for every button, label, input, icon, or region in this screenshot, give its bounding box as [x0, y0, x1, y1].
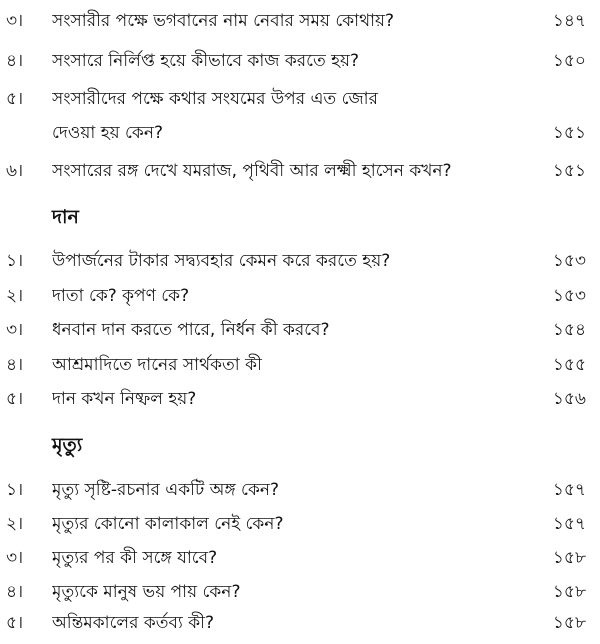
toc-entry — [0, 84, 600, 114]
entry-page: ১৫৬ — [552, 389, 586, 409]
entry-page: ১৫৮ — [552, 582, 586, 602]
entry-title: দান কখন নিষ্ফল হয়? — [52, 389, 197, 409]
entry-title: সংসারীদের পক্ষে কথার সংযমের উপর এত জোর — [52, 89, 378, 109]
toc-entry — [0, 246, 600, 276]
entry-number: ৩। — [6, 548, 24, 568]
entry-title-continued: দেওয়া হয় কেন? — [52, 123, 163, 143]
toc-entry — [0, 608, 600, 638]
entry-number: ১। — [6, 251, 24, 271]
entry-number: ৪। — [6, 582, 24, 602]
toc-entry — [0, 315, 600, 345]
entry-title: মৃত্যু সৃষ্টি-রচনার একটি অঙ্গ কেন? — [52, 480, 280, 500]
entry-number: ৬। — [6, 161, 24, 181]
entry-page: ১৫০ — [552, 51, 586, 71]
toc-entry — [0, 281, 600, 311]
section-heading: দান — [52, 206, 79, 228]
toc-entry — [0, 156, 600, 186]
entry-page: ১৫৪ — [552, 320, 586, 340]
entry-title: মৃত্যুর পর কী সঙ্গে যাবে? — [52, 548, 218, 568]
entry-number: ১। — [6, 480, 24, 500]
entry-number: ৪। — [6, 355, 24, 375]
entry-page: ১৫১ — [552, 123, 586, 143]
entry-title: উপার্জনের টাকার সদ্ব্যবহার কেমন করে করতে হয়? — [52, 251, 391, 271]
entry-number: ৩। — [6, 320, 24, 340]
entry-number: ৫। — [6, 389, 24, 409]
entry-page: ১৫৭ — [552, 480, 586, 500]
entry-page: ১৫৫ — [552, 355, 586, 375]
entry-number: ৫। — [6, 613, 24, 633]
entry-title: অন্তিমকালের কর্তব্য কী? — [52, 613, 215, 633]
section-heading: মৃত্যু — [52, 434, 83, 456]
entry-page: ১৫৩ — [552, 251, 586, 271]
entry-title: আশ্রমাদিতে দানের সার্থকতা কী — [52, 355, 262, 375]
entry-title: সংসারীর পক্ষে ভগবানের নাম নেবার সময় কোথায়? — [52, 11, 395, 31]
entry-title: মৃত্যুর কোনো কালাকাল নেই কেন? — [52, 514, 284, 534]
entry-number: ২। — [6, 286, 24, 306]
toc-entry — [0, 577, 600, 607]
toc-entry — [0, 475, 600, 505]
entry-number: ৪। — [6, 51, 24, 71]
entry-page: ১৪৭ — [552, 11, 586, 31]
entry-page: ১৫১ — [552, 161, 586, 181]
toc-entry-continued — [0, 118, 600, 148]
entry-title: মৃত্যুকে মানুষ ভয় পায় কেন? — [52, 582, 241, 602]
entry-number: ২। — [6, 514, 24, 534]
toc-entry — [0, 543, 600, 573]
entry-page: ১৫৭ — [552, 514, 586, 534]
toc-entry — [0, 509, 600, 539]
toc-entry — [0, 350, 600, 380]
entry-page: ১৫৩ — [552, 286, 586, 306]
entry-number: ৫। — [6, 89, 24, 109]
entry-title: সংসারে নির্লিপ্ত হয়ে কীভাবে কাজ করতে হয়? — [52, 51, 360, 71]
toc-entry — [0, 6, 600, 36]
entry-title: সংসারের রঙ্গ দেখে যমরাজ, পৃথিবী আর লক্ষ্মী হাসেন কখন? — [52, 161, 452, 181]
toc-entry — [0, 384, 600, 414]
entry-title: দাতা কে? কৃপণ কে? — [52, 286, 190, 306]
entry-title: ধনবান দান করতে পারে, নির্ধন কী করবে? — [52, 320, 330, 340]
entry-page: ১৫৮ — [552, 613, 586, 633]
entry-number: ৩। — [6, 11, 24, 31]
entry-page: ১৫৮ — [552, 548, 586, 568]
toc-entry — [0, 46, 600, 76]
